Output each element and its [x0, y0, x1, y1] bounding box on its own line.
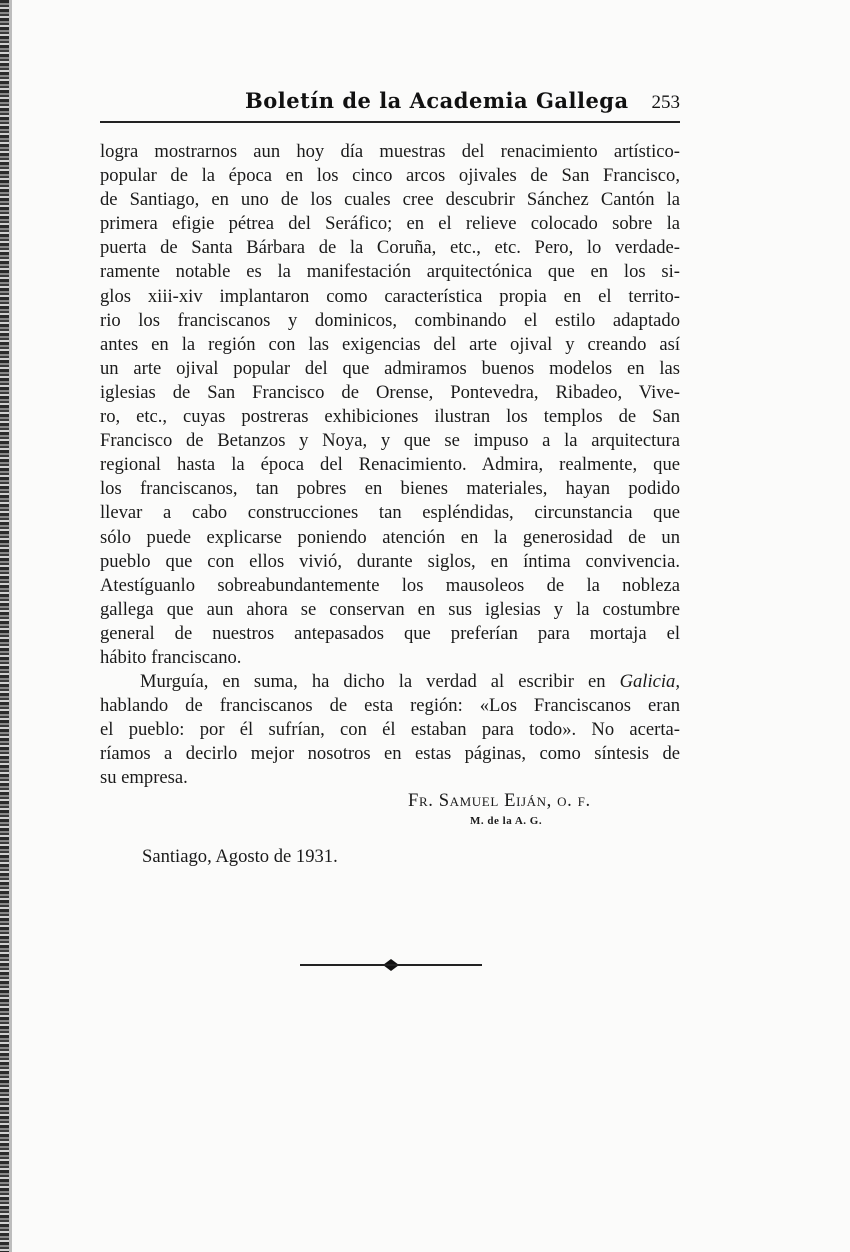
text-line: rio los franciscanos y dominicos, combinando el estilo adaptado	[100, 309, 680, 331]
text-line: Francisco de Betanzos y Noya, y que se impuso a la arquitectura	[100, 430, 680, 452]
text-line: regional hasta la época del Renacimiento. Admira, realmente, que	[100, 454, 680, 476]
italic-title-galicia: Galicia,	[619, 671, 680, 693]
text-line: logra mostrarnos aun hoy día muestras del renacimiento artístico-	[100, 141, 680, 162]
text-line: Atestíguanlo sobreabundantemente los mausoleos de la nobleza	[100, 574, 680, 596]
text-line: ro, etc., cuyas postreras exhibiciones ilustran los templos de San	[100, 406, 680, 428]
header-rule	[100, 121, 680, 123]
text-line: gallega que aun ahora se conservan en sus iglesias y la costumbre	[100, 598, 680, 620]
text-line: primera efigie pétrea del Seráfico; en el relieve colocado sobre la	[100, 213, 680, 235]
article-body	[100, 140, 680, 791]
text-line: iglesias de San Francisco de Orense, Pontevedra, Ribadeo, Vive-	[100, 381, 680, 403]
text-line: los franciscanos, tan pobres en bienes materiales, hayan podido	[100, 478, 680, 500]
author-membership: M. de la A. G.	[470, 815, 543, 827]
text-line: hablando de franciscanos de esta región: «Los Franciscanos eran	[100, 695, 680, 717]
author-signature: Fr. Samuel Eiján, o. f.	[408, 790, 591, 811]
text-line: popular de la época en los cinco arcos ojivales de San Francisco,	[100, 165, 680, 187]
journal-title: Boletín de la Academia Gallega	[245, 88, 629, 113]
text-line: ríamos a decirlo mejor nosotros en estas páginas, como síntesis de	[100, 743, 680, 765]
page-binding-edge	[0, 0, 9, 1252]
closing-ornament-rule	[300, 958, 482, 972]
text-line: su empresa.	[100, 767, 188, 789]
text-line: pueblo que con ellos vivió, durante siglos, en íntima convivencia.	[100, 550, 680, 572]
text-line: general de nuestros antepasados que preferían para mortaja el	[100, 622, 680, 644]
text-fragment: Murguía, en suma, ha dicho la verdad al escribir en	[140, 671, 620, 693]
page-number: 253	[651, 92, 680, 113]
text-line: puerta de Santa Bárbara de la Coruña, etc., etc. Pero, lo verdade-	[100, 237, 680, 259]
text-line: glos xiii-xiv implantaron como característica propia en el territo-	[100, 285, 680, 307]
text-line: ramente notable es la manifestación arquitectónica que en los si-	[100, 261, 680, 283]
text-line: de Santiago, en uno de los cuales cree descubrir Sánchez Cantón la	[100, 189, 680, 211]
text-line: hábito franciscano.	[100, 646, 242, 668]
text-line: antes en la región con las exigencias del arte ojival y creando así	[100, 333, 680, 355]
page-binding-shadow	[9, 0, 12, 1252]
dateline: Santiago, Agosto de 1931.	[142, 846, 338, 867]
text-line: un arte ojival popular del que admiramos buenos modelos en las	[100, 357, 680, 379]
text-line: sólo puede explicarse poniendo atención en la generosidad de un	[100, 526, 680, 548]
paragraph-2-first-line	[100, 670, 680, 694]
text-line: llevar a cabo construcciones tan espléndidas, circunstancia que	[100, 502, 680, 524]
text-line: el pueblo: por él sufrían, con él estaban para todo». No acerta-	[100, 719, 680, 741]
running-header	[100, 88, 680, 124]
